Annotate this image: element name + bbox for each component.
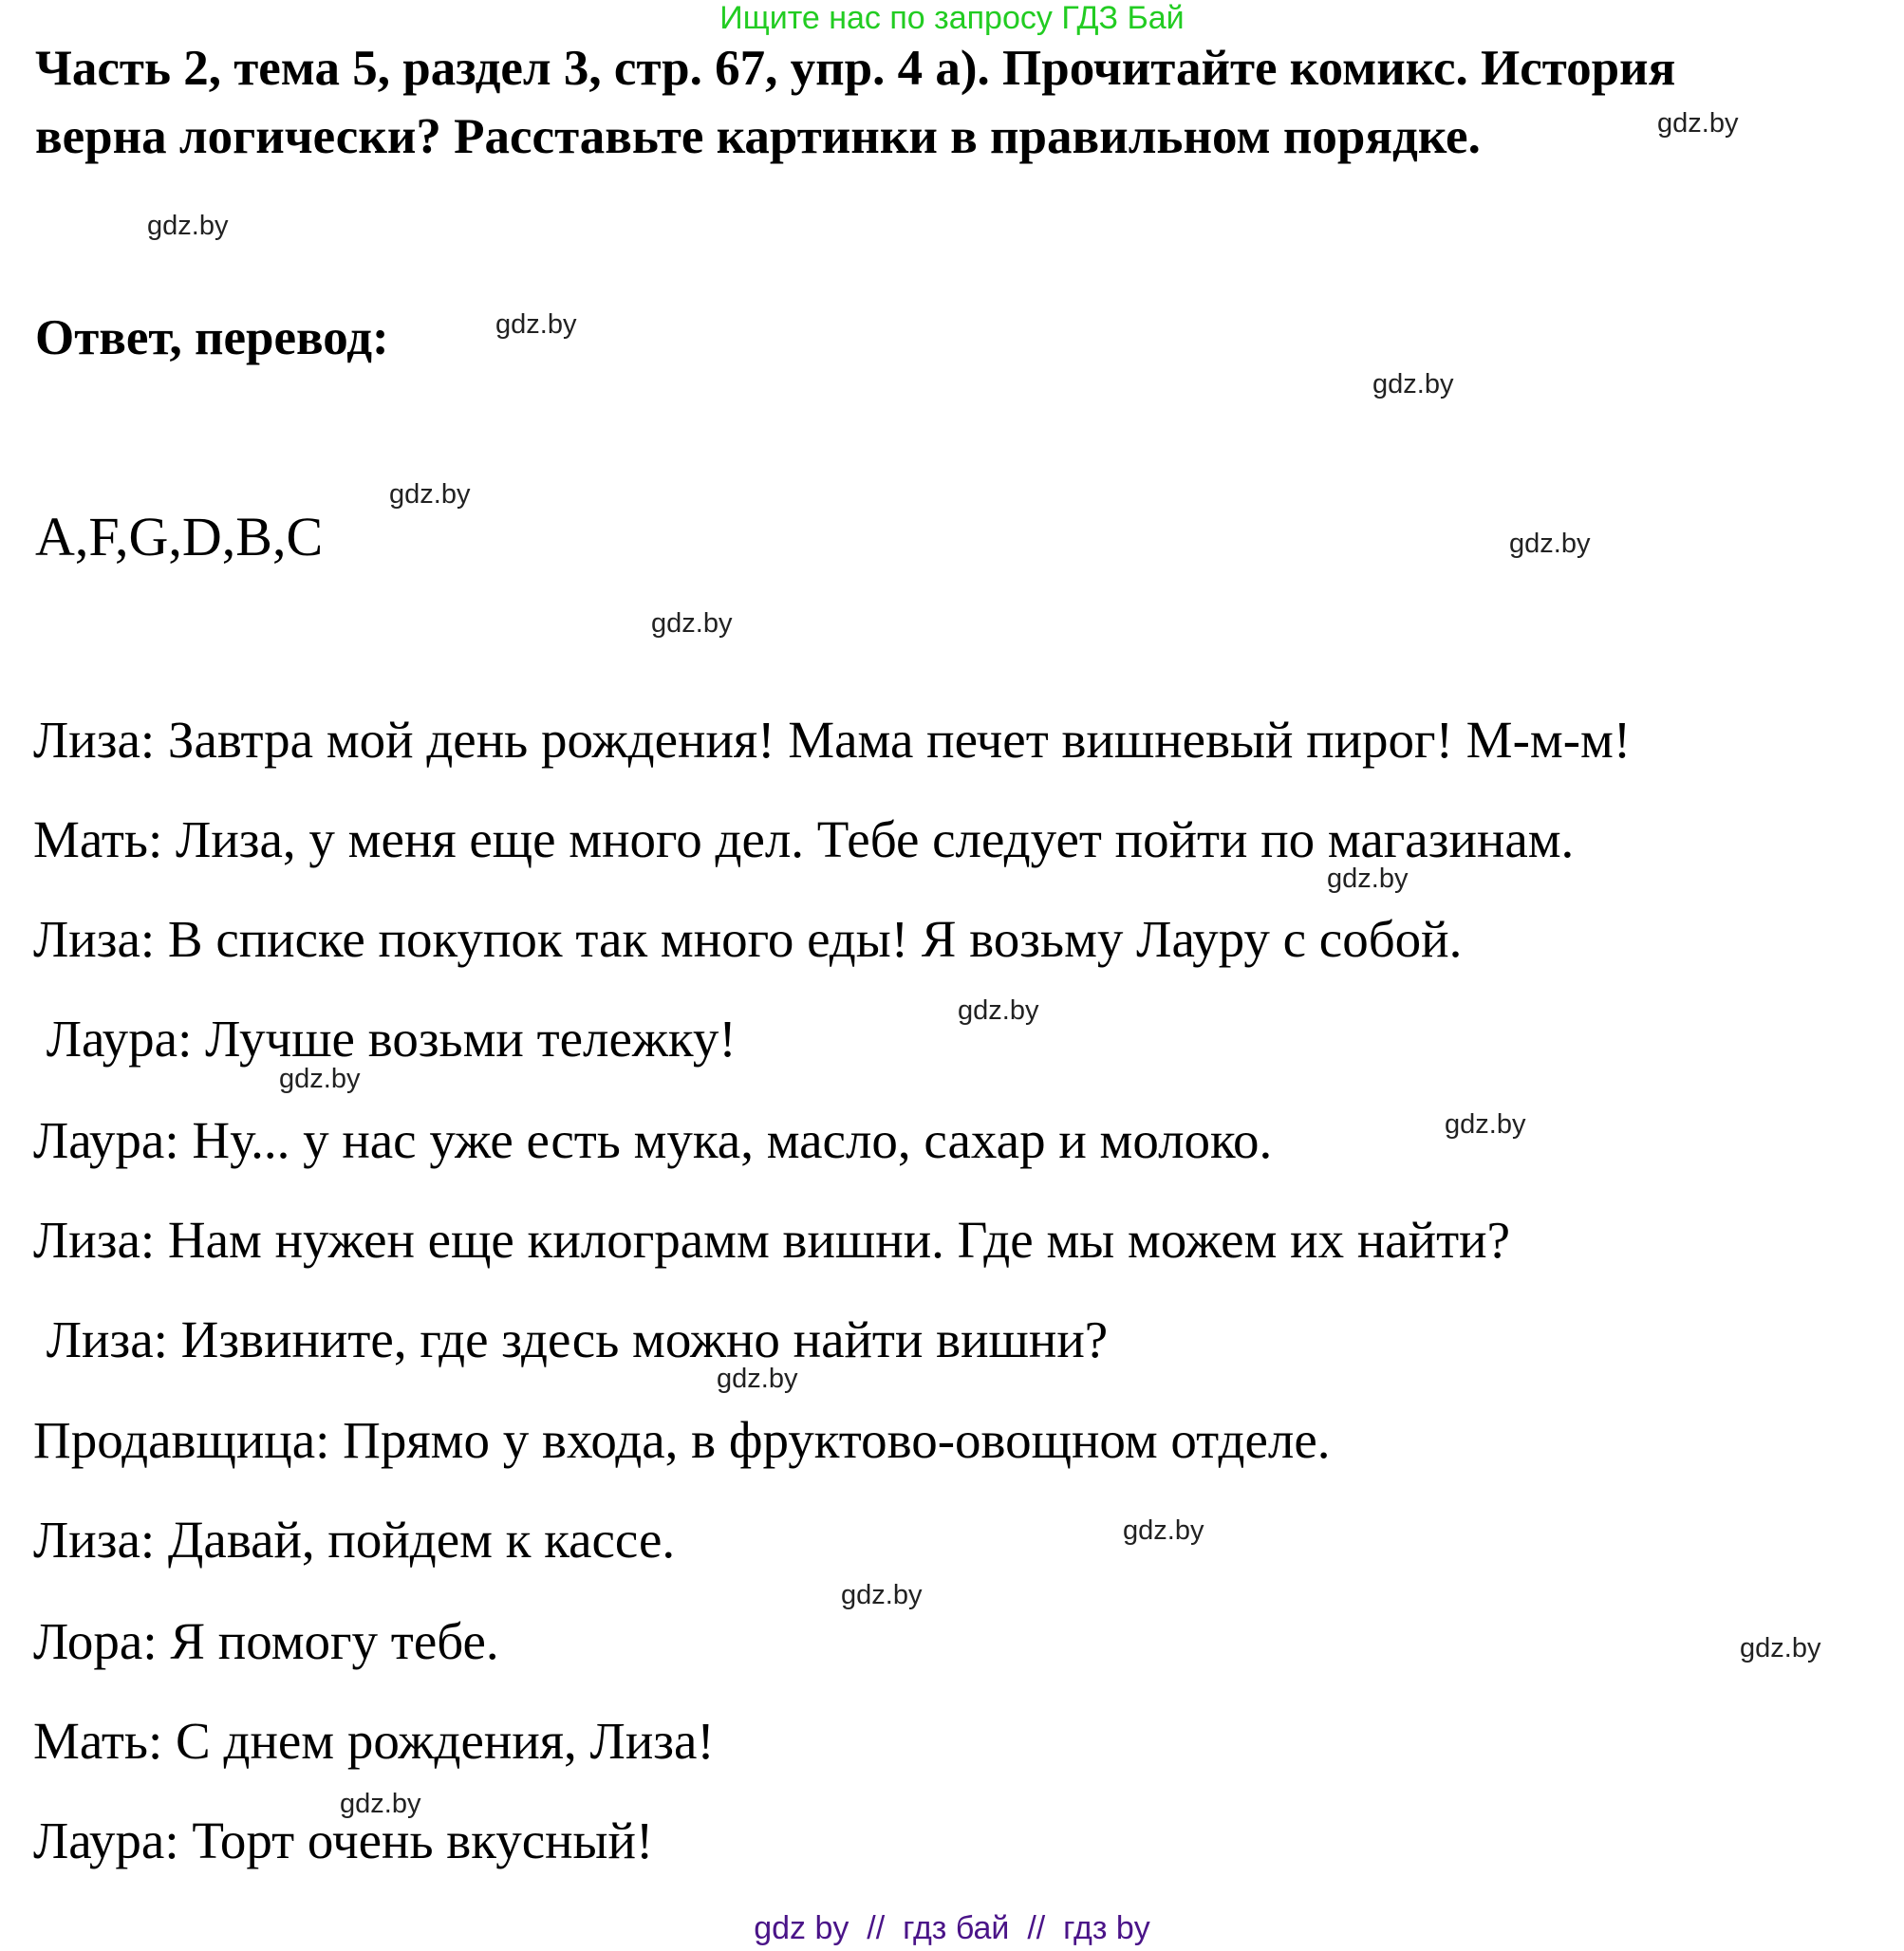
watermark: gdz.by <box>1327 864 1409 894</box>
watermark: gdz.by <box>651 608 733 639</box>
dialogue-line: Лаура: Торт очень вкусный! <box>33 1812 654 1869</box>
watermark: gdz.by <box>1123 1515 1204 1546</box>
watermark: gdz.by <box>1657 108 1739 139</box>
watermark: gdz.by <box>1740 1633 1821 1663</box>
exercise-title-line-2: верна логически? Расставьте картинки в правильном порядке. <box>35 109 1481 164</box>
watermark: gdz.by <box>279 1064 361 1094</box>
watermark: gdz.by <box>841 1580 923 1610</box>
footer-links: gdz by // гдз бай // гдз by <box>754 1910 1150 1946</box>
dialogue-line: Лора: Я помогу тебе. <box>33 1612 499 1670</box>
dialogue-line: Лиза: Завтра мой день рождения! Мама печет вишневый пирог! М-м-м! <box>33 711 1632 769</box>
dialogue-line: Лаура: Ну... у нас уже есть мука, масло, сахар и молоко. <box>33 1111 1273 1169</box>
exercise-title-line-1: Часть 2, тема 5, раздел 3, стр. 67, упр. 4 а). Прочитайте комикс. История <box>35 41 1676 96</box>
dialogue-line: Лиза: Давай, пойдем к кассе. <box>33 1511 676 1569</box>
watermark: gdz.by <box>495 309 577 340</box>
search-banner: Ищите нас по запросу ГДЗ Бай <box>719 0 1185 36</box>
dialogue-line: Продавщица: Прямо у входа, в фруктово-овощном отделе. <box>33 1411 1331 1469</box>
watermark: gdz.by <box>340 1789 421 1819</box>
dialogue-line: Лиза: В списке покупок так много еды! Я возьму Лауру с собой. <box>33 910 1463 968</box>
watermark: gdz.by <box>147 211 229 241</box>
answer-order: A,F,G,D,B,C <box>35 506 324 567</box>
dialogue-line: Лиза: Извините, где здесь можно найти вишни? <box>33 1310 1109 1368</box>
dialogue-line: Мать: Лиза, у меня еще много дел. Тебе следует пойти по магазинам. <box>33 810 1575 868</box>
answer-heading: Ответ, перевод: <box>35 310 389 365</box>
watermark: gdz.by <box>717 1364 798 1394</box>
watermark: gdz.by <box>1509 529 1591 559</box>
watermark: gdz.by <box>389 479 471 510</box>
watermark: gdz.by <box>958 995 1039 1026</box>
dialogue-line: Лаура: Лучше возьми тележку! <box>33 1010 737 1068</box>
watermark: gdz.by <box>1372 369 1454 399</box>
watermark: gdz.by <box>1445 1109 1526 1140</box>
dialogue-line: Мать: С днем рождения, Лиза! <box>33 1712 715 1770</box>
dialogue-line: Лиза: Нам нужен еще килограмм вишни. Где мы можем их найти? <box>33 1211 1510 1269</box>
